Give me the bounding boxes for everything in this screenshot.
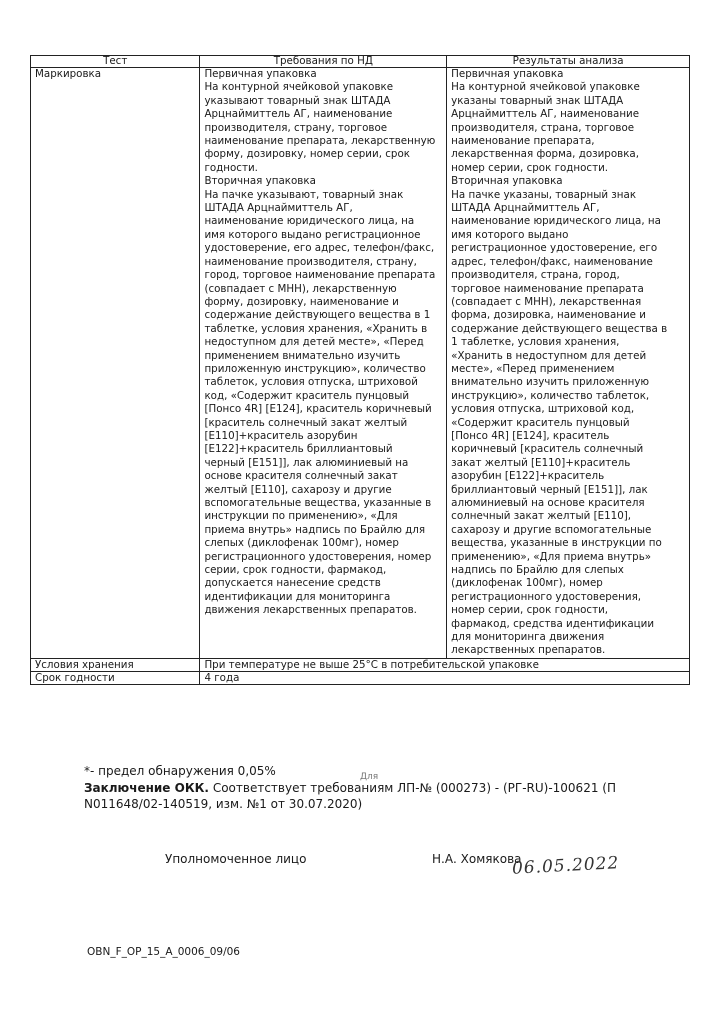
req-primary-text: На контурной ячейковой упаковке указывают товарный знак ШТАДА Арцнаймиттель АГ, наименование производителя, страну, торговое наименование препарата, лекарственную форму, дозировку, номер серии, срок годности. bbox=[204, 81, 436, 174]
marking-requirements-cell bbox=[200, 68, 447, 659]
shelf-life-test-cell: Срок годности bbox=[31, 671, 200, 684]
conclusion bbox=[84, 781, 616, 796]
analysis-table bbox=[30, 55, 690, 685]
res-secondary-text: На пачке указаны, товарный знак ШТАДА Арцнаймиттель АГ, наименование юридического лица, на имя которого выдано регистрационное удостоверение, его адрес, телефон/факс, наименование производителя, страна, город, торговое наименование препарата (совпадает с МНН), лекарственная форма, дозировка, наименование и содержание действующего вещества в 1 таблетке, условия хранения, «Хранить в недоступном для детей месте», «Перед применением внимательно изучить приложенную инструкцию», количество таблеток, условия отпуска, штриховой код, «Содержит краситель пунцовый [Понсо 4R] [Е124], краситель коричневый [краситель солнечный закат желтый [Е110]+краситель азорубин [Е122]+краситель бриллиантовый черный [Е151]], лак алюминиевый на основе красителя солнечный закат желтый [Е110], сахарозу и другие вспомогательные вещества, указанные в инструкции по применению», «Для приема внутрь» надпись по Брайлю для слепых (диклофенак 100мг), номер регистрационного удостоверения, номер серии, срок годности, фармакод, средства идентификации для мониторинга движения лекарственных препаратов. bbox=[451, 188, 668, 657]
detection-limit-note: *- предел обнаружения 0,05% bbox=[84, 764, 276, 778]
stamp-mark: Для bbox=[360, 772, 379, 782]
table-row-marking bbox=[31, 68, 690, 659]
storage-test-cell: Условия хранения bbox=[31, 658, 200, 671]
table-header-row bbox=[31, 56, 690, 68]
storage-value-cell: При температуре не выше 25°С в потребительской упаковке bbox=[200, 658, 690, 671]
res-primary-title: Первичная упаковка bbox=[451, 68, 564, 80]
signature-date: 06.05.2022 bbox=[511, 853, 620, 879]
header-test: Тест bbox=[31, 56, 200, 68]
header-results: Результаты анализа bbox=[447, 56, 690, 68]
req-secondary-title: Вторичная упаковка bbox=[204, 175, 316, 188]
header-requirements: Требования по НД bbox=[200, 56, 447, 68]
shelf-life-value-cell: 4 года bbox=[200, 671, 690, 684]
conclusion-text: Соответствует требованиям ЛП-№ (000273) - (РГ-RU)-100621 (П bbox=[209, 781, 616, 795]
req-primary-title: Первичная упаковка bbox=[204, 68, 317, 80]
signer-role: Уполномоченное лицо bbox=[165, 852, 307, 866]
req-secondary-text: На пачке указывают, товарный знак ШТАДА Арцнаймиттель АГ, наименование юридического лица, на имя которого выдано регистрационное удостоверение, его адрес, телефон/факс, наименование производителя, страну, город, торговое наименование препарата (совпадает с МНН), лекарственную форму, дозировку, наименование и содержание действующего вещества в 1 таблетке, условия хранения, «Хранить в недоступном для детей месте», «Перед применением внимательно изучить приложенную инструкцию», количество таблеток, условия отпуска, штриховой код, «Содержит краситель пунцовый [Понсо 4R] [Е124], краситель коричневый [краситель солнечный закат желтый [Е110]+краситель азорубин [Е122]+краситель бриллиантовый черный [Е151]], лак алюминиевый на основе красителя солнечный закат желтый [Е110], сахарозу и другие вспомогательные вещества, указанные в инструкции по применению», «Для приема внутрь» надпись по Брайлю для слепых (диклофенак 100мг), номер регистрационного удостоверения, номер серии, срок годности, фармакод, допускается нанесение средств идентификации для мониторинга движения лекарственных препаратов. bbox=[204, 188, 436, 617]
res-primary-text: На контурной ячейковой упаковке указаны товарный знак ШТАДА Арцнаймиттель АГ, наименование производителя, страна, торговое наименование препарата, лекарственная форма, дозировка, номер серии, срок годности. bbox=[451, 81, 640, 174]
marking-test-cell: Маркировка bbox=[31, 68, 200, 659]
marking-results-cell bbox=[447, 68, 690, 659]
conclusion-label: Заключение ОКК. bbox=[84, 781, 209, 795]
document-code: OBN_F_OP_15_A_0006_09/06 bbox=[87, 946, 240, 958]
conclusion-line2: N011648/02-140519, изм. №1 от 30.07.2020) bbox=[84, 797, 363, 811]
table-row-storage bbox=[31, 658, 690, 671]
res-secondary-title: Вторичная упаковка bbox=[451, 175, 563, 188]
signer-name: Н.А. Хомякова bbox=[432, 852, 522, 866]
table-row-shelf-life bbox=[31, 671, 690, 684]
